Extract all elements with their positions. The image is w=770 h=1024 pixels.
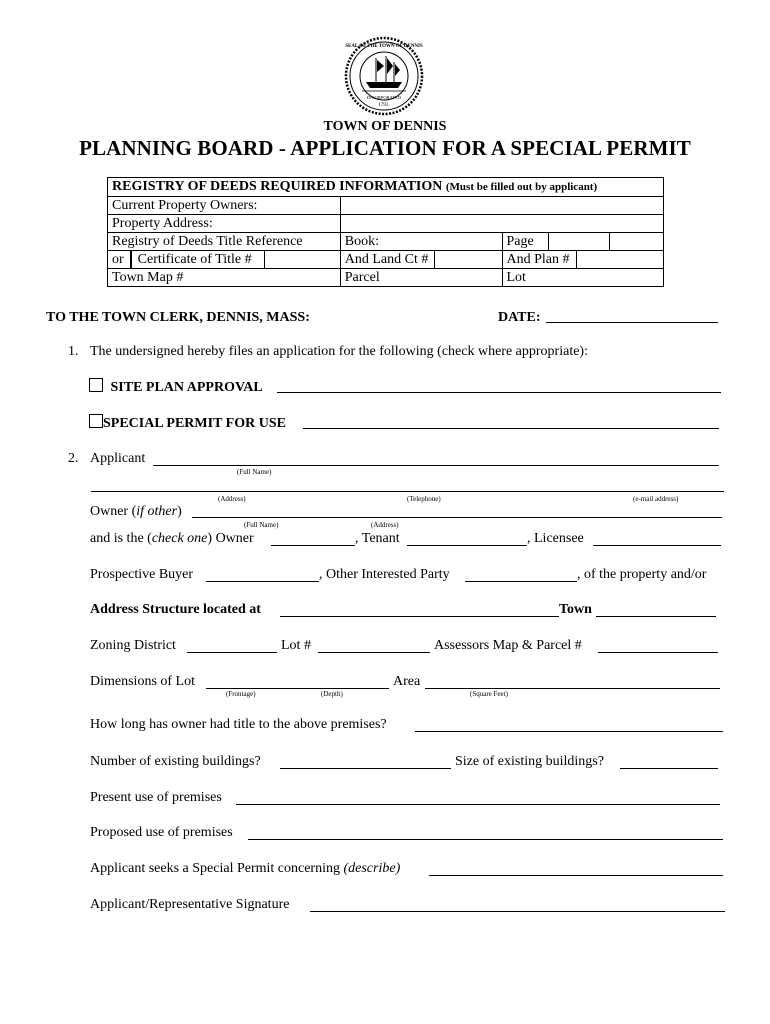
of-property-label: , of the property and/or	[577, 567, 707, 582]
special-permit-row	[89, 414, 286, 432]
num-buildings-line[interactable]	[280, 768, 451, 769]
assessors-line[interactable]	[598, 652, 718, 653]
and-is-the-label	[90, 531, 254, 547]
or-divider	[130, 251, 132, 268]
seeks-prefix: Applicant seeks a Special Permit concerning	[90, 861, 344, 876]
dimensions-label: Dimensions of Lot	[90, 674, 195, 689]
owner-prefix: Owner (	[90, 504, 137, 519]
q2-number: 2.	[68, 451, 79, 466]
town-name: TOWN OF DENNIS	[323, 119, 447, 134]
parcel-cell[interactable]	[340, 269, 502, 287]
site-plan-line[interactable]	[277, 392, 721, 393]
present-use-line[interactable]	[236, 804, 720, 805]
land-ct-cell[interactable]	[340, 251, 502, 269]
page-input-box[interactable]	[548, 233, 610, 250]
plan-label: And Plan #	[506, 252, 570, 267]
owner-address-caption: (Address)	[371, 521, 399, 529]
num-buildings-label: Number of existing buildings?	[90, 754, 261, 769]
describe-text: (describe)	[343, 861, 401, 876]
book-cell[interactable]	[340, 233, 502, 251]
other-party-line[interactable]	[465, 581, 577, 582]
parcel-label: Parcel	[344, 270, 380, 285]
proposed-use-label: Proposed use of premises	[90, 825, 233, 840]
lot-number-label: Lot #	[281, 638, 311, 653]
certificate-cell[interactable]	[108, 251, 341, 269]
area-label: Area	[393, 674, 421, 689]
email-caption: (e-mail address)	[633, 495, 679, 503]
special-permit-label: SPECIAL PERMIT FOR USE	[103, 416, 286, 431]
certificate-label: Certificate of Title #	[137, 252, 252, 267]
present-use-label: Present use of premises	[90, 790, 222, 805]
tenant-label: , Tenant	[355, 531, 400, 546]
certificate-input-box[interactable]	[264, 251, 325, 268]
special-permit-line[interactable]	[303, 428, 719, 429]
depth-caption: (Depth)	[321, 690, 343, 698]
page-cell[interactable]	[502, 233, 664, 251]
date-label: DATE:	[498, 310, 541, 325]
how-long-label: How long has owner had title to the above premises?	[90, 717, 387, 732]
lot-number-line[interactable]	[318, 652, 430, 653]
registry-heading	[108, 178, 664, 197]
lot-label: Lot	[506, 270, 526, 285]
owner-label	[90, 504, 182, 520]
registry-table	[107, 177, 664, 287]
other-party-label: , Other Interested Party	[319, 567, 450, 582]
assessors-label: Assessors Map & Parcel #	[434, 638, 582, 653]
tenant-line[interactable]	[407, 545, 527, 546]
address-structure-label: Address Structure located at	[90, 602, 261, 617]
owner-check-line[interactable]	[271, 545, 355, 546]
zoning-district-line[interactable]	[187, 652, 277, 653]
registry-heading-text: REGISTRY OF DEEDS REQUIRED INFORMATION	[112, 179, 443, 194]
proposed-use-line[interactable]	[248, 839, 723, 840]
address-field[interactable]	[340, 215, 663, 233]
svg-text:INCORPORATED: INCORPORATED	[366, 95, 402, 100]
and-is-the-prefix: and is the (	[90, 531, 152, 546]
svg-text:SEAL OF THE TOWN OF DENNIS: SEAL OF THE TOWN OF DENNIS	[345, 44, 423, 49]
to-town-clerk: TO THE TOWN CLERK, DENNIS, MASS:	[46, 310, 310, 325]
applicant-name-line[interactable]	[153, 465, 719, 466]
q1-text: The undersigned hereby files an application for the following (check where appropriate):	[90, 344, 588, 359]
prospective-buyer-label: Prospective Buyer	[90, 567, 194, 582]
address-label: Property Address:	[108, 215, 341, 233]
land-ct-input-box[interactable]	[434, 251, 485, 268]
title-ref-label: Registry of Deeds Title Reference	[108, 233, 341, 251]
land-ct-label: And Land Ct #	[344, 252, 429, 267]
owner-line[interactable]	[192, 517, 722, 518]
owners-field[interactable]	[340, 197, 663, 215]
square-feet-caption: (Square Feet)	[470, 690, 508, 698]
plan-cell[interactable]	[502, 251, 664, 269]
signature-line[interactable]	[310, 911, 725, 912]
dimensions-line[interactable]	[206, 688, 389, 689]
town-map-label: Town Map #	[112, 270, 184, 285]
site-plan-checkbox[interactable]	[89, 378, 103, 392]
town-map-cell[interactable]	[108, 269, 341, 287]
owners-label: Current Property Owners:	[108, 197, 341, 215]
full-name-caption: (Full Name)	[237, 468, 272, 476]
how-long-line[interactable]	[415, 731, 723, 732]
special-permit-checkbox[interactable]	[89, 414, 103, 428]
town-seal-logo	[344, 36, 424, 116]
address-structure-line[interactable]	[280, 616, 559, 617]
check-one-text: check one	[151, 531, 208, 546]
lot-cell[interactable]	[502, 269, 664, 287]
town-label: Town	[559, 602, 592, 617]
licensee-label: , Licensee	[527, 531, 584, 546]
registry-note: (Must be filled out by applicant)	[445, 181, 598, 193]
telephone-caption: (Telephone)	[407, 495, 441, 503]
owner-word: ) Owner	[207, 531, 254, 546]
owner-full-name-caption: (Full Name)	[244, 521, 279, 529]
signature-label: Applicant/Representative Signature	[90, 897, 290, 912]
licensee-line[interactable]	[593, 545, 721, 546]
owner-if-other: if other	[136, 504, 178, 519]
zoning-district-label: Zoning District	[90, 638, 176, 653]
frontage-caption: (Frontage)	[226, 690, 256, 698]
book-label: Book:	[344, 234, 379, 249]
page-title: PLANNING BOARD - APPLICATION FOR A SPECIAL PERMIT	[79, 136, 691, 160]
prospective-buyer-line[interactable]	[206, 581, 319, 582]
applicant-label: Applicant	[90, 451, 146, 466]
seeks-label	[90, 861, 400, 877]
address-caption: (Address)	[218, 495, 246, 503]
applicant-contact-line[interactable]	[91, 491, 724, 492]
site-plan-label: SITE PLAN APPROVAL	[110, 380, 263, 395]
site-plan-row	[89, 378, 263, 396]
seeks-line[interactable]	[429, 875, 723, 876]
q1-number: 1.	[68, 344, 79, 359]
svg-text:1793.: 1793.	[378, 103, 390, 108]
town-line[interactable]	[596, 616, 716, 617]
page-label: Page	[506, 234, 534, 249]
owner-suffix: )	[177, 504, 182, 519]
size-buildings-line[interactable]	[620, 768, 718, 769]
date-line[interactable]	[546, 322, 718, 323]
area-line[interactable]	[425, 688, 720, 689]
plan-input-box[interactable]	[576, 251, 637, 268]
or-label: or	[112, 252, 124, 267]
size-buildings-label: Size of existing buildings?	[455, 754, 604, 769]
